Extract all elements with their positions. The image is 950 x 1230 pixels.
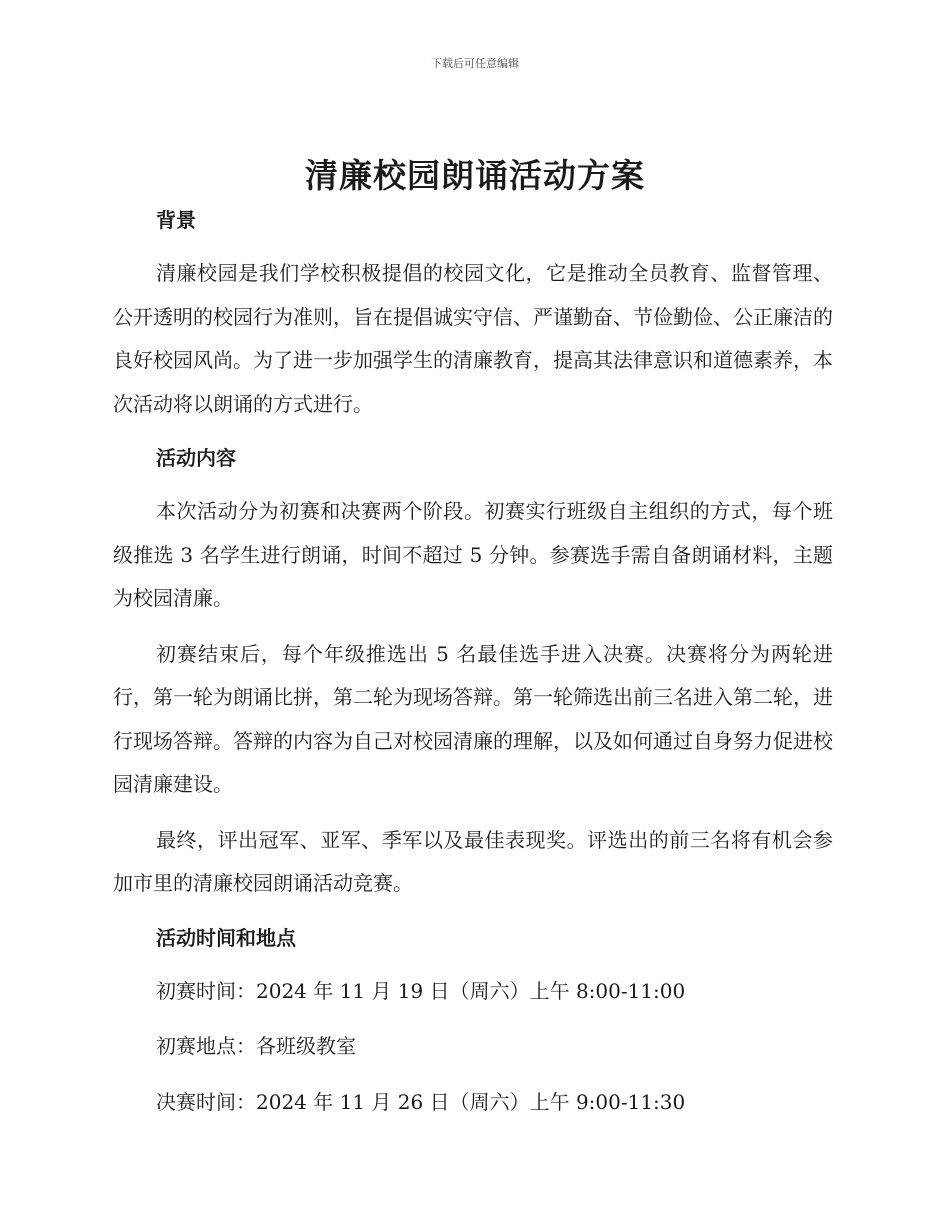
content-paragraph-1: 本次活动分为初赛和决赛两个阶段。初赛实行班级自主组织的方式，每个班级推选 3 名学生进行朗诵，时间不超过 5 分钟。参赛选手需自备朗诵材料，主题为校园清廉。 (113, 499, 833, 610)
section-heading-time-place: 活动时间和地点 (156, 925, 296, 950)
prelim-time: 初赛时间：2024 年 11 月 19 日（周六）上午 8:00-11:00 (156, 978, 686, 1003)
section-heading-background: 背景 (156, 208, 196, 232)
document-body (113, 200, 833, 1124)
prelim-place: 初赛地点：各班级教室 (156, 1034, 356, 1058)
final-time: 决赛时间：2024 年 11 月 26 日（周六）上午 9:00-11:30 (156, 1089, 686, 1114)
content-paragraph-3: 最终，评出冠军、亚军、季军以及最佳表现奖。评选出的前三名将有机会参加市里的清廉校园朗诵活动竞赛。 (113, 827, 833, 895)
section-heading-content: 活动内容 (156, 446, 236, 470)
document-title: 清廉校园朗诵活动方案 (305, 156, 645, 195)
header-note: 下载后可任意编辑 (431, 57, 519, 70)
background-paragraph: 清廉校园是我们学校积极提倡的校园文化，它是推动全员教育、监督管理、公开透明的校园行为准则，旨在提倡诚实守信、严谨勤奋、节俭勤俭、公正廉洁的良好校园风尚。为了进一步加强学生的清廉教育，提高其法律意识和道德素养，本次活动将以朗诵的方式进行。 (113, 261, 833, 416)
content-paragraph-2: 初赛结束后，每个年级推选出 5 名最佳选手进入决赛。决赛将分为两轮进行，第一轮为朗诵比拼，第二轮为现场答辩。第一轮筛选出前三名进入第二轮，进行现场答辩。答辩的内容为自己对校园清廉的理解，以及如何通过自身努力促进校园清廉建设。 (113, 641, 833, 796)
